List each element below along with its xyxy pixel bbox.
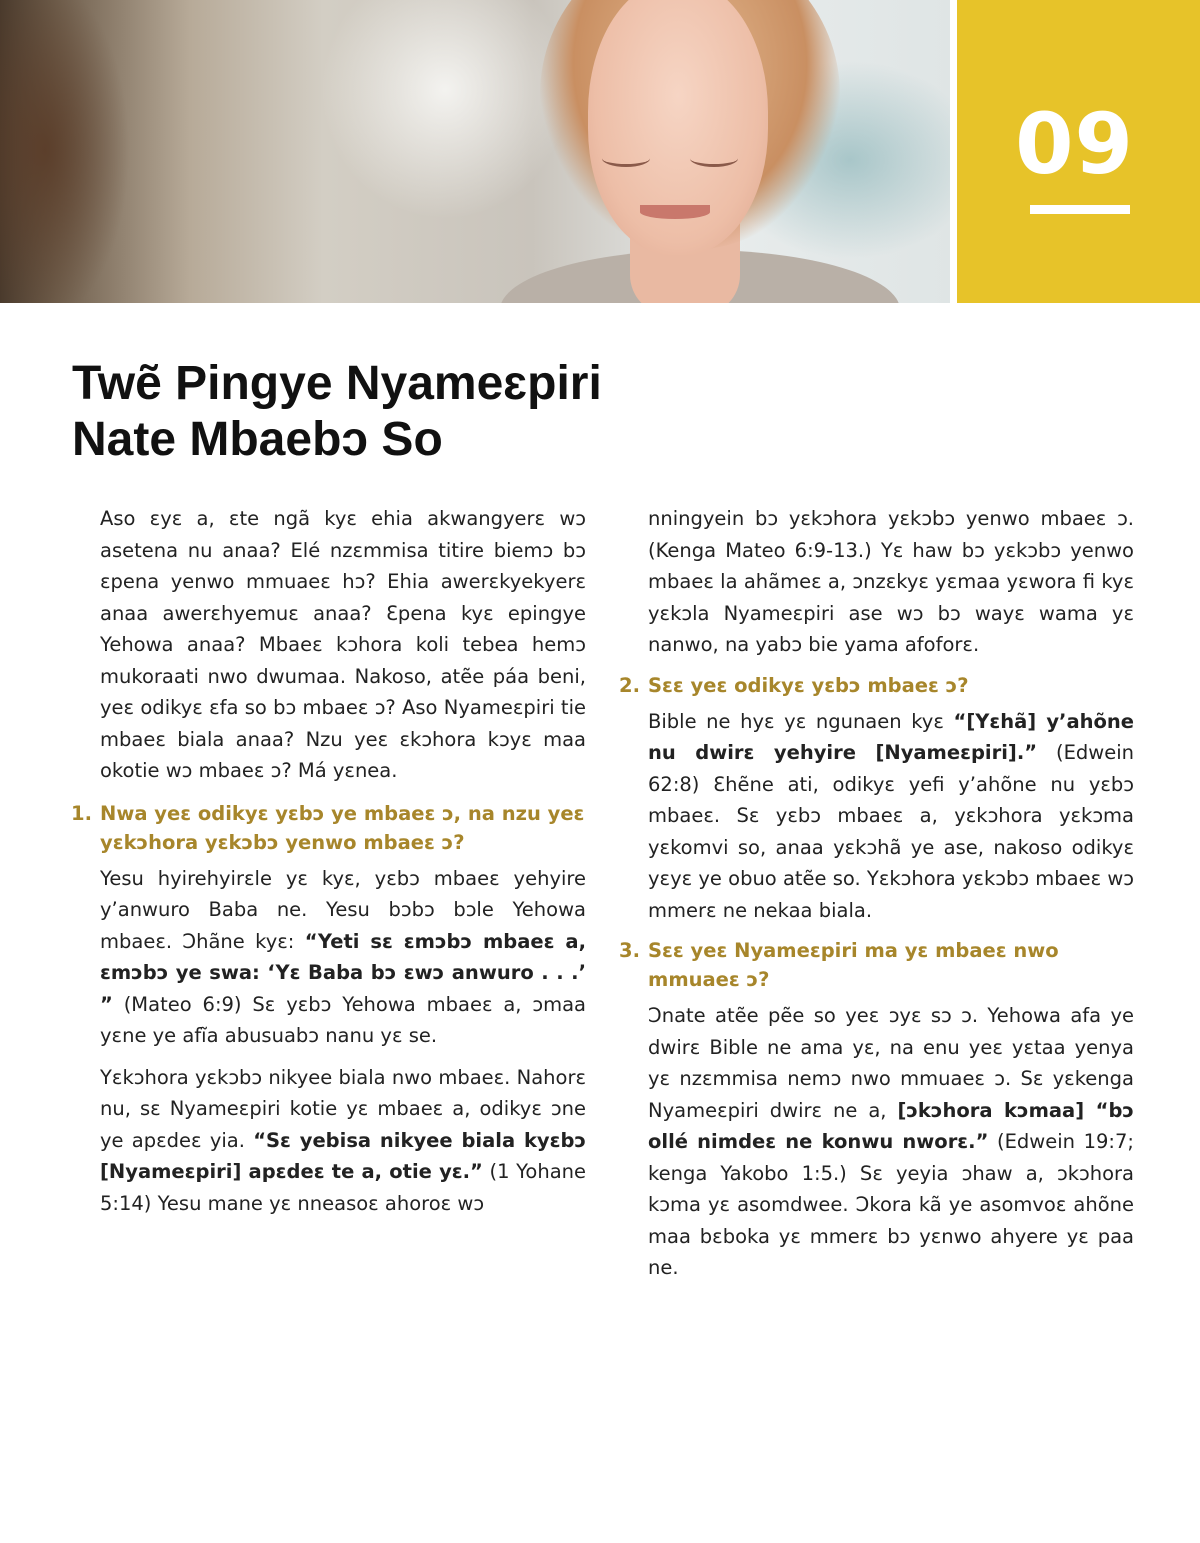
right-column bbox=[619, 503, 1134, 1294]
q2-p1-rest: (Edwein 62:8) Ɛhẽne ati, odikyɛ yefi y’ahõne nu yɛbɔ mbaeɛ. Sɛ yɛbɔ mbaeɛ a, yɛkɔhora yɛkɔma yɛkomvi so, anaa yɛkɔhã ye ase, nakoso odikyɛ yɛyɛ ye obuo atẽe so. Yɛkɔhora yɛkɔbɔ mbaeɛ wɔ mmerɛ ne nekaa biala. bbox=[648, 741, 1134, 922]
chapter-underline bbox=[1030, 205, 1130, 214]
chapter-number: 09 bbox=[1015, 95, 1134, 193]
question-2-paragraph-1 bbox=[619, 706, 1134, 927]
page-title-line-1: Twẽ Pingye Nyameɛpiri bbox=[72, 357, 602, 410]
q3-p1-rest: (Edwein 19:7; kenga Yakobo 1:5.) Sɛ yeyia ɔhaw a, ɔkɔhora kɔma yɛ asomdwee. Ɔkora kã ye asomvoɛ ahõne maa bɛboka yɛ mmerɛ bɔ yɛnwo ahyere yɛ paa ne. bbox=[648, 1130, 1134, 1279]
question-2-heading bbox=[619, 671, 1134, 700]
question-3-heading bbox=[619, 936, 1134, 994]
page-title-line-2: Nate Mbaebɔ So bbox=[72, 413, 443, 466]
q2-p1-text: Bible ne hyɛ yɛ ngunaen kyɛ bbox=[648, 709, 954, 733]
photo-background-light bbox=[320, 0, 570, 220]
hero-photo bbox=[0, 0, 950, 303]
question-3-text: Sɛɛ yeɛ Nyameɛpiri ma yɛ mbaeɛ nwo mmuaeɛ ɔ? bbox=[648, 939, 1059, 991]
question-1-number: 1. bbox=[71, 801, 92, 825]
q1-p1-quote: “Yeti sɛ ɛmɔbɔ mbaeɛ a, ɛmɔbɔ ye swa: ‘Yɛ Baba bɔ ɛwɔ anwuro . . .’ ” bbox=[100, 929, 586, 1016]
right-column-continued bbox=[619, 503, 1134, 661]
q1-p2-quote: “Sɛ yebisa nikyee biala kyɛbɔ [Nyameɛpiri] apɛdeɛ te a, otie yɛ.” bbox=[100, 1128, 586, 1183]
q1-p2-text: Yɛkɔhora yɛkɔbɔ nikyee biala nwo mbaeɛ. Nahorɛ nu, sɛ Nyameɛpiri kotie yɛ mbaeɛ a, odikyɛ ɔne ye apɛdeɛ yia. bbox=[100, 1065, 586, 1152]
left-column bbox=[71, 503, 586, 1229]
question-2-text: Sɛɛ yeɛ odikyɛ yɛbɔ mbaeɛ ɔ? bbox=[648, 673, 969, 697]
photo-background-bookshelf bbox=[0, 0, 130, 303]
question-1-paragraph-1 bbox=[71, 863, 586, 1052]
question-2-number: 2. bbox=[619, 673, 640, 697]
question-1-paragraph-2 bbox=[71, 1062, 586, 1220]
q1-p1-text: Yesu hyirehyirɛle yɛ kyɛ, yɛbɔ mbaeɛ yehyire y’anwuro Baba ne. Yesu bɔbɔ bɔle Yehowa mbaeɛ. Ɔhãne kyɛ: bbox=[100, 866, 586, 953]
q1-p2-rest: (1 Yohane 5:14) Yesu mane yɛ nneasoɛ ahoroɛ wɔ bbox=[100, 1160, 587, 1215]
photo-closed-eye-right bbox=[690, 150, 738, 167]
question-1-heading bbox=[71, 799, 586, 857]
q3-p1-text: Ɔnate atẽe pẽe so yeɛ ɔyɛ sɔ ɔ. Yehowa afa ye dwirɛ Bible ne ama yɛ, na enu yeɛ yɛtaa yenya yɛ nzɛmmisa nemɔ nwo mmuaeɛ ɔ. Sɛ yɛkenga Nyameɛpiri dwirɛ ne a, bbox=[648, 1004, 1134, 1122]
q1-p1-rest: (Mateo 6:9) Sɛ yɛbɔ Yehowa mbaeɛ a, ɔmaa yɛne ye afĩa abusuabɔ nanu yɛ se. bbox=[100, 992, 586, 1047]
intro-paragraph: Aso ɛyɛ a, ɛte ngã kyɛ ehia akwangyerɛ wɔ asetena nu anaa? Elé nzɛmmisa titire biemɔ bɔ ɛpena yenwo mmuaeɛ hɔ? Ehia awerɛkyekyerɛ anaa awerɛhyemuɛ anaa? Ɛpena kyɛ epingye Yehowa anaa? Mbaeɛ kɔhora koli tebea hemɔ mukoraati nwo dwumaa. Nakoso, atẽe páa beni, yeɛ odikyɛ ɛfa so bɔ mbaeɛ ɔ? Aso Nyameɛpiri tie mbaeɛ biala anaa? Nzu yeɛ ɛkɔhora kɔyɛ maa okotie wɔ mbaeɛ ɔ? Má yɛnea. bbox=[100, 507, 586, 782]
q3-p1-quote: [ɔkɔhora kɔmaa] “bɔ ollé nimdeɛ ne konwu nworɛ.” bbox=[648, 1098, 1134, 1153]
photo-closed-eye-left bbox=[602, 150, 650, 167]
q2-p1-quote: “[Yɛhã] y’ahõne nu dwirɛ yehyire [Nyameɛpiri].” bbox=[648, 709, 1135, 764]
question-1-paragraph-2-continued: nningyein bɔ yɛkɔhora yɛkɔbɔ yenwo mbaeɛ ɔ. (Kenga Mateo 6:9-13.) Yɛ haw bɔ yɛkɔbɔ yenwo mbaeɛ la ahãmeɛ a, ɔnzɛkyɛ yɛmaa yɛwora fi kyɛ yɛkɔla Nyameɛpiri ase wɔ bɔ wayɛ wama yɛ nanwo, na yabɔ bie yama afoforɛ. bbox=[648, 507, 1134, 656]
question-3-paragraph-1 bbox=[619, 1000, 1134, 1284]
page-title bbox=[72, 356, 832, 468]
photo-mouth bbox=[640, 205, 710, 219]
question-1-text: Nwa yeɛ odikyɛ yɛbɔ ye mbaeɛ ɔ, na nzu yeɛ yɛkɔhora yɛkɔbɔ yenwo mbaeɛ ɔ? bbox=[100, 801, 585, 854]
question-3-number: 3. bbox=[619, 939, 640, 962]
